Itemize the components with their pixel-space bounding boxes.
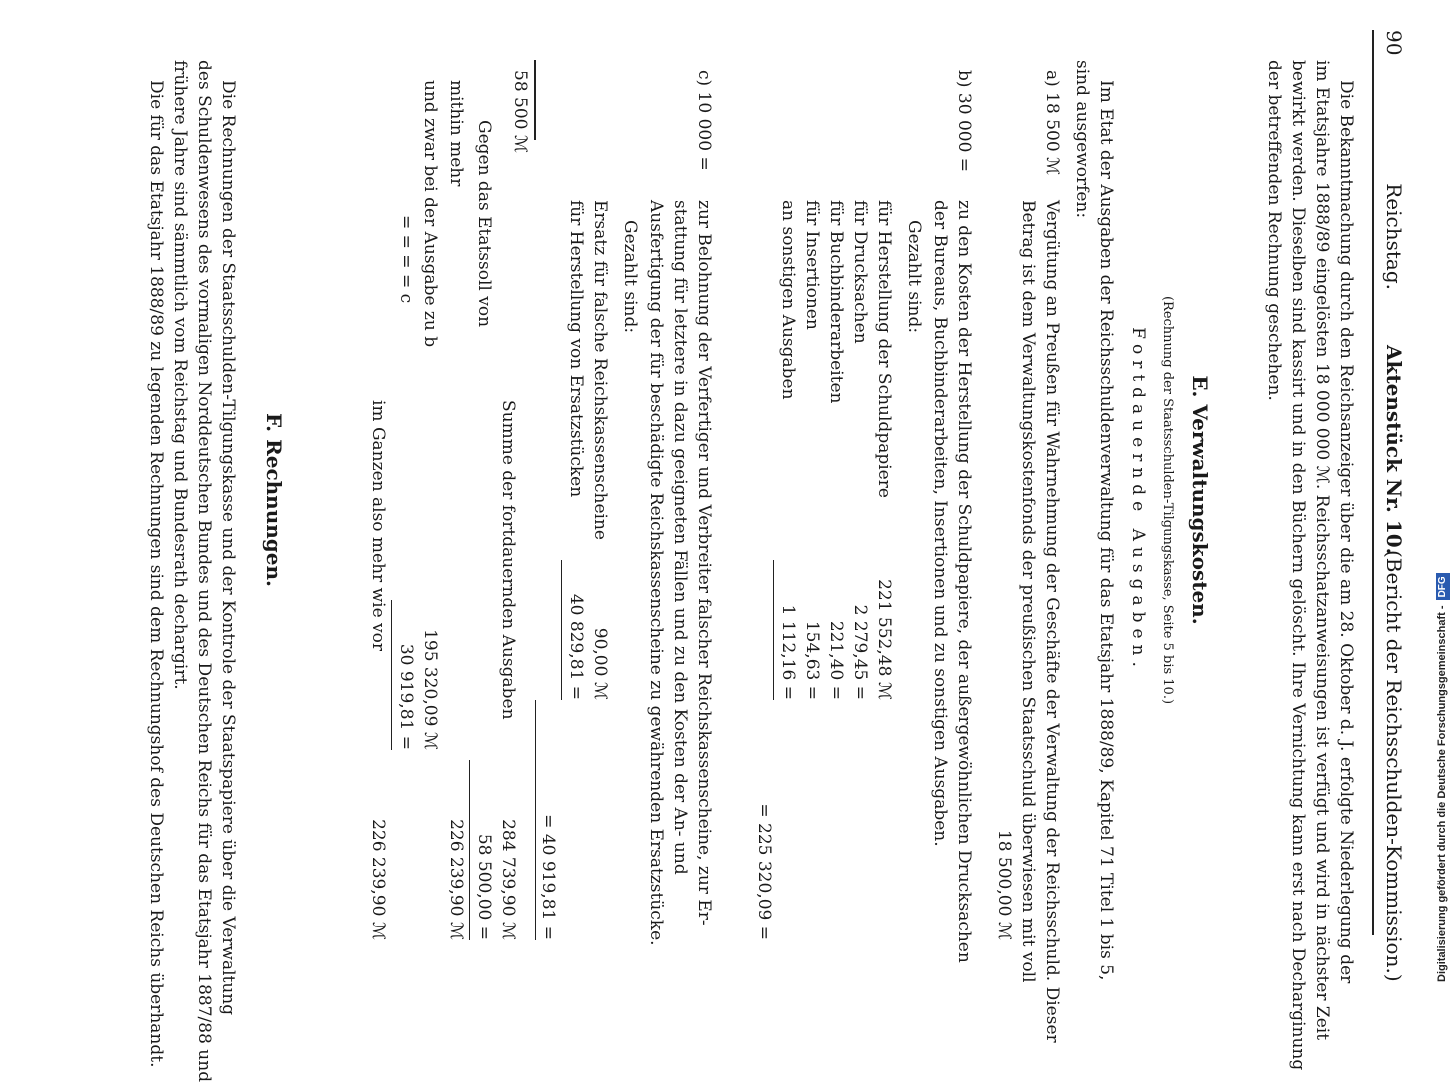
summary-c-value: 30 919,81 = bbox=[396, 643, 416, 750]
dfg-logo: DFG bbox=[1436, 573, 1450, 600]
credit-text: Digitalisierung gefördert durch die Deutsche Forschungsgemeinschaft - bbox=[1436, 605, 1448, 982]
item-b-row-amount: 154,63 = bbox=[802, 620, 822, 700]
item-b-line-2: der Bureaus, Buchbinderarbeiten, Insertionen und zu sonstigen Ausgaben. bbox=[930, 200, 950, 847]
item-b-row-label: für Herstellung der Schuldpapiere bbox=[874, 200, 894, 498]
section-f-line-3: frühere Jahre sind sämmtlich vom Reichstag und Bundesrath dechargirt. bbox=[170, 60, 190, 690]
section-e-subtitle: (Rechnung der Staatsschulden-Tilgungskasse, Seite 5 bis 10.) bbox=[1160, 295, 1175, 705]
item-c-row-label: für Herstellung von Ersatzstücken bbox=[566, 200, 586, 498]
item-c-line-3: Ausfertigung der für beschädigte Reichskassenscheine zu gewährenden Ersatzstücke. bbox=[646, 200, 666, 946]
intro-line-3: bewirkt werden. Dieselben sind kassirt und in den Büchern gelöscht. Ihre Vernichtung kann erst nach Decharginung bbox=[1288, 60, 1308, 1071]
item-a-line-1: Vergütung an Preußen für Wahrnehmung der Geschäfte der Verwaltung der Reichsschuld. Dieser bbox=[1042, 200, 1062, 1043]
item-b-line-1: zu den Kosten der Herstellung der Schuldpapiere, der außergewöhnlichen Drucksachen bbox=[954, 200, 974, 963]
item-a-label: a) 18 500 ℳ bbox=[1042, 70, 1062, 176]
summary-more-label: mithin mehr bbox=[446, 80, 466, 187]
item-c-paid: Gezahlt sind: bbox=[620, 220, 640, 334]
item-b-sum-rule bbox=[773, 560, 774, 700]
item-c-row-amount: 90,00 ℳ bbox=[590, 627, 610, 700]
item-c-row-label: Ersatz für falsche Reichskassenscheine bbox=[590, 200, 610, 540]
summary-namely-label: und zwar bei der Ausgabe zu b bbox=[420, 80, 440, 348]
summary-left-rule bbox=[534, 60, 536, 140]
item-a-line-2: Betrag ist dem Verwaltungskostenfonds der preußischen Staatsschuld überwiesen mit voll bbox=[1018, 200, 1038, 983]
item-b-row-label: für Insertionen bbox=[802, 200, 822, 330]
header-right: (Bericht der Reichsschulden-Kommission.) bbox=[1382, 550, 1406, 982]
header-center: Aktenstück Nr. 10. bbox=[1382, 345, 1406, 555]
item-c-sum-rule bbox=[561, 560, 562, 700]
summary-c-label: = = = = c bbox=[396, 215, 416, 304]
item-c-line-1: zur Belohnung der Verfertiger und Verbreiter falscher Reichskassenscheine, zur Er- bbox=[694, 200, 714, 926]
summary-more-value: 226 239,90 ℳ bbox=[446, 819, 466, 940]
summary-namely-value: 195 320,09 ℳ bbox=[420, 629, 440, 750]
item-b-row-label: für Buchbinderarbeiten bbox=[826, 200, 846, 404]
section-f-line-1: Die Rechnungen der Staatsschulden-Tilgungskasse und der Kontrole der Staatspapiere über die Verwaltung bbox=[218, 80, 238, 1016]
item-c-label: c) 10 000 = bbox=[694, 70, 714, 171]
item-a-total: 18 500,00 ℳ bbox=[994, 829, 1014, 940]
intro-line-2: im Etatsjahre 1888/89 eingelösten 18 000 000 ℳ. Reichsschatzanweisungen ist verfügt und wird in nächster Zeit bbox=[1312, 60, 1332, 1041]
page-number: 90 bbox=[1382, 30, 1406, 56]
summary-against-label: Gegen das Etatssoll von bbox=[474, 120, 494, 328]
item-b-label: b) 30 000 = bbox=[954, 70, 974, 173]
summary-whole-label: im Ganzen also mehr wie vor bbox=[368, 400, 388, 652]
item-b-paid: Gezahlt sind: bbox=[904, 220, 924, 334]
summary-sum-value: 284 739,90 ℳ bbox=[498, 819, 518, 940]
intro-line-1: Die Bekanntmachung durch den Reichsanzeiger über die am 28. Oktober d. J. erfolgte Niederlegung der bbox=[1336, 80, 1356, 984]
intro-line-4: der betreffenden Rechnung geschehen. bbox=[1264, 60, 1284, 401]
summary-right-rule bbox=[535, 700, 536, 940]
item-b-row-amount: 2 279,45 = bbox=[850, 604, 870, 700]
section-e-lead-2: sind ausgeworfen: bbox=[1072, 60, 1092, 219]
summary-sum-label: Summe der fortdauernden Ausgaben bbox=[498, 400, 518, 720]
summary-whole-value: 226 239,90 ℳ bbox=[368, 819, 388, 940]
summary-against-value: 58 500,00 = bbox=[474, 833, 494, 940]
header-left: Reichstag. bbox=[1382, 183, 1406, 290]
section-f-title: F. Rechnungen. bbox=[262, 412, 286, 587]
summary-sum-amount: 58 500 ℳ bbox=[510, 70, 530, 154]
section-f-line-2: des Schuldenwesens des vormaligen Norddeutschen Bundes und des Deutschen Reichs für das Etatsjahr 1887/88 und bbox=[194, 60, 214, 1082]
section-e-lead-1: Im Etat der Ausgaben der Reichsschuldenverwaltung für das Etatsjahr 1888/89, Kapitel 71 Titel 1 bis 5, bbox=[1096, 80, 1116, 981]
item-c-total: = 40 919,81 = bbox=[538, 814, 558, 940]
section-e-title: E. Verwaltungskosten. bbox=[1188, 375, 1212, 625]
section-f-line-4: Die für das Etatsjahr 1888/89 zu legenden Rechnungen sind dem Rechnungshof des Deutschen Reichs überhandt. bbox=[146, 80, 166, 1068]
item-c-row-amount: 40 829,81 = bbox=[566, 593, 586, 700]
summary-more-rule bbox=[469, 760, 470, 940]
item-b-total: = 225 320,09 = bbox=[754, 803, 774, 940]
item-b-row-label: an sonstigen Ausgaben bbox=[778, 200, 798, 400]
digitization-credit bbox=[1405, 0, 1448, 1000]
summary-whole-rule bbox=[391, 600, 392, 750]
header-rule bbox=[1372, 30, 1374, 935]
item-b-row-label: für Drucksachen bbox=[850, 200, 870, 344]
item-b-row-amount: 221 552,48 ℳ bbox=[874, 579, 894, 700]
section-e-heading: Fortdauernde Ausgaben. bbox=[1128, 327, 1148, 673]
item-b-row-amount: 221,40 = bbox=[826, 620, 846, 700]
item-b-row-amount: 1 112,16 = bbox=[778, 604, 798, 700]
item-c-line-2: stattung für letztere in dazu geeigneten Fällen und zu den Kosten der An- und bbox=[670, 200, 690, 875]
